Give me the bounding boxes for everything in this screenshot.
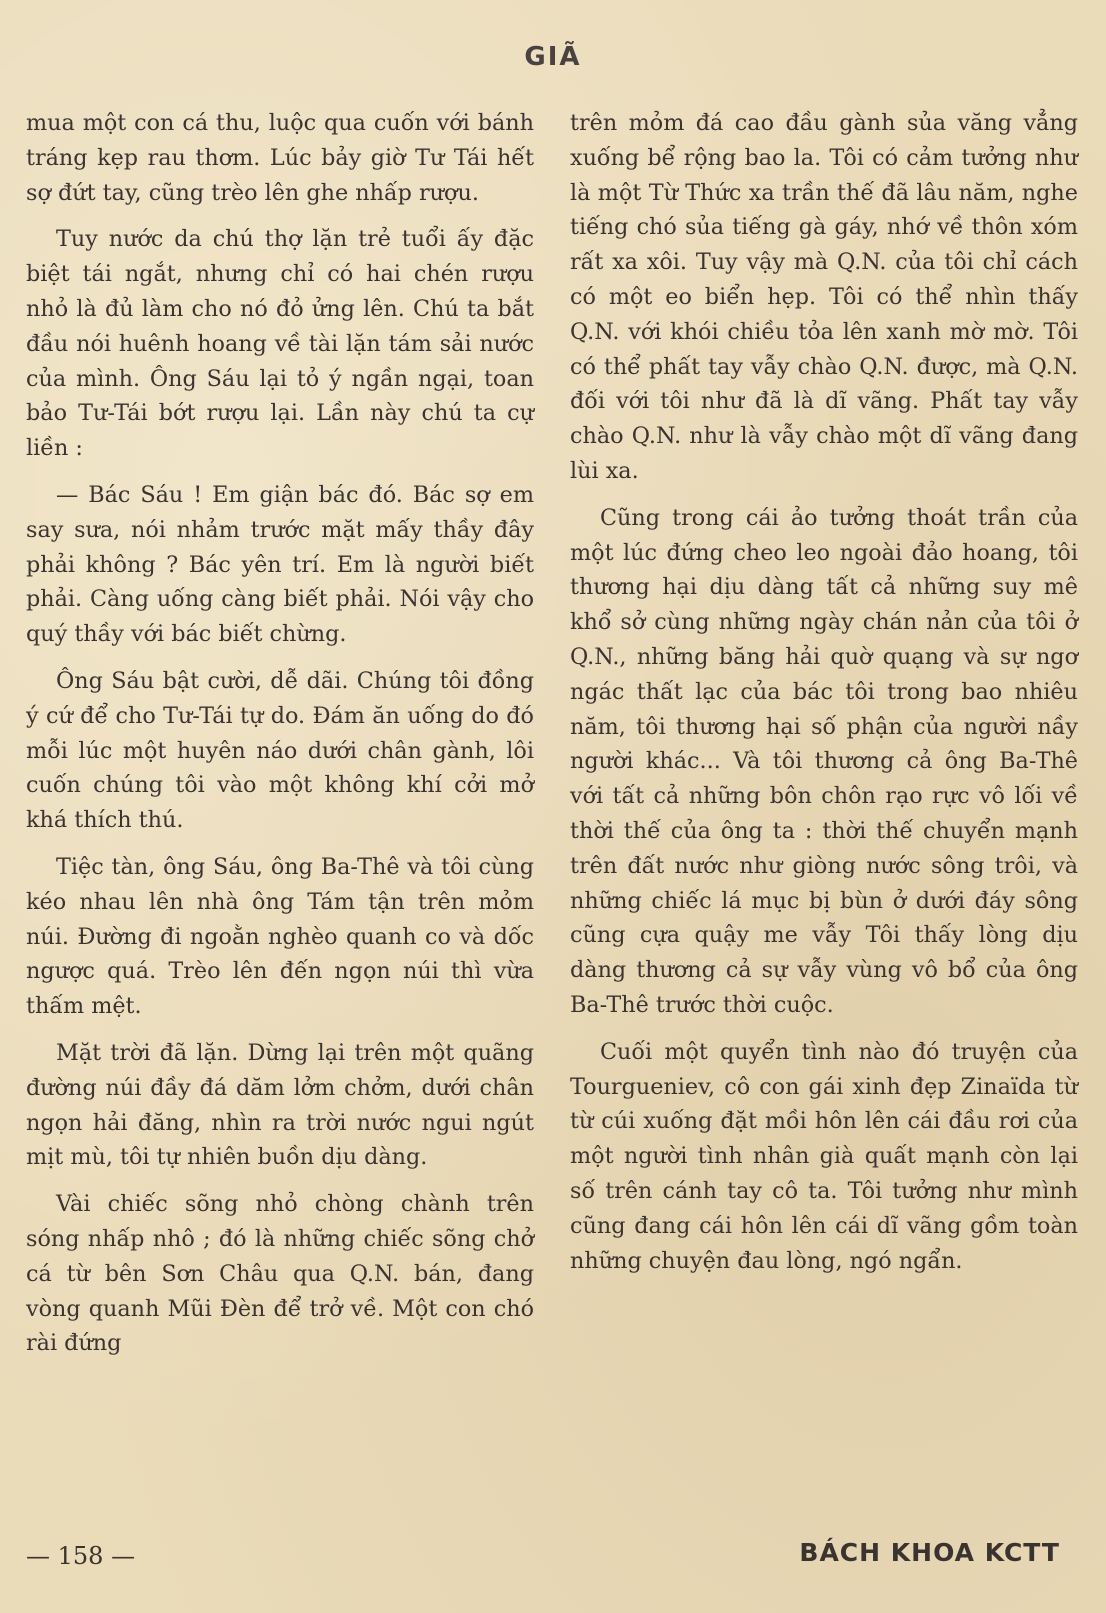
magazine-title: BÁCH KHOA KCTT — [799, 1538, 1060, 1567]
paragraph: — Bác Sáu ! Em giận bác đó. Bác sợ em say sưa, nói nhảm trước mặt mấy thầy đây phải không ? Bác yên trí. Em là người biết phải. Càng uống càng biết phải. Nói vậy cho quý thầy với bác biết chừng. — [26, 481, 534, 648]
right-column — [570, 106, 1078, 1278]
paragraph: Vài chiếc sõng nhỏ chòng chành trên sóng nhấp nhô ; đó là những chiếc sõng chở cá từ bên Sơn Châu qua Q.N. bán, đang vòng quanh Mũi Đèn để trở về. Một con chó rài đứng — [26, 1191, 534, 1357]
page-number: — 158 — — [26, 1542, 136, 1570]
paragraph: Cũng trong cái ảo tưởng thoát trần của một lúc đứng cheo leo ngoài đảo hoang, tôi thương hại dịu dàng tất cả những suy mê khổ sở cùng những ngày chán nản của tôi ở Q.N., những băng hải quờ quạng và sự ngơ ngác thất lạc của bác tôi trong bao nhiêu năm, tôi thương hại số phận của người nầy người khác... Và tôi thương cả ông Ba-Thê với tất cả những bôn chôn rạo rực vô lối về thời thế của ông ta : thời thế chuyển mạnh trên đất nước như giòng nước sông trôi, và những chiếc lá mục bị bùn ở dưới đáy sông cũng cựa quậy me vẫy Tôi thấy lòng dịu dàng thương cả sự vẫy vùng vô bổ của ông Ba-Thê trước thời cuộc. — [570, 504, 1078, 1018]
paragraph: Mặt trời đã lặn. Dừng lại trên một quãng đường núi đầy đá dăm lởm chởm, dưới chân ngọn hải đăng, nhìn ra trời nước ngui ngút mịt mù, tôi tự nhiên buồn dịu dàng. — [26, 1039, 534, 1171]
paragraph: Cuối một quyển tình nào đó truyện của Tourgueniev, cô con gái xinh đẹp Zinaïda từ từ cúi xuống đặt mồi hôn lên cái đầu rơi của một người tình nhân già quất mạnh còn lại số trên cánh tay cô ta. Tôi tưởng như mình cũng đang cái hôn lên cái dĩ vãng gồm toàn những chuyện đau lòng, ngó ngẩn. — [570, 1038, 1078, 1274]
paragraph: Tiệc tàn, ông Sáu, ông Ba-Thê và tôi cùng kéo nhau lên nhà ông Tám tận trên mỏm núi. Đường đi ngoằn nghèo quanh co và dốc ngược quá. Trèo lên đến ngọn núi thì vừa thấm mệt. — [26, 853, 534, 1020]
left-column — [26, 106, 534, 1361]
running-title: GIÃ — [524, 42, 582, 72]
paragraph: Ông Sáu bật cười, dễ dãi. Chúng tôi đồng ý cứ để cho Tư-Tái tự do. Đám ăn uống do đó mỗi lúc một huyên náo dưới chân gành, lôi cuốn chúng tôi vào một không khí cởi mở khá thích thú. — [26, 667, 534, 834]
paragraph: trên mỏm đá cao đầu gành sủa văng vẳng xuống bể rộng bao la. Tôi có cảm tưởng như là một Từ Thức xa trần thế đã lâu năm, nghe tiếng chó sủa tiếng gà gáy, nhớ về thôn xóm rất xa xôi. Tuy vậy mà Q.N. của tôi chỉ cách có một eo biển hẹp. Tôi có thể nhìn thấy Q.N. với khói chiều tỏa lên xanh mờ mờ. Tôi có thể phất tay vẫy chào Q.N. được, mà Q.N. đối với tôi như đã là dĩ vãng. Phất tay vẫy chào Q.N. như là vẫy chào một dĩ vãng đang lùi xa. — [570, 110, 1078, 484]
paragraph: mua một con cá thu, luộc qua cuốn với bánh tráng kẹp rau thơm. Lúc bảy giờ Tư Tái hết sợ đứt tay, cũng trèo lên ghe nhấp rượu. — [26, 110, 534, 206]
paragraph: Tuy nước da chú thợ lặn trẻ tuổi ấy đặc biệt tái ngắt, nhưng chỉ có hai chén rượu nhỏ là đủ làm cho nó đỏ ửng lên. Chú ta bắt đầu nói huênh hoang về tài lặn tám sải nước của mình. Ông Sáu lại tỏ ý ngần ngại, toan bảo Tư-Tái bớt rượu lại. Lần này chú ta cự liền : — [26, 226, 534, 462]
